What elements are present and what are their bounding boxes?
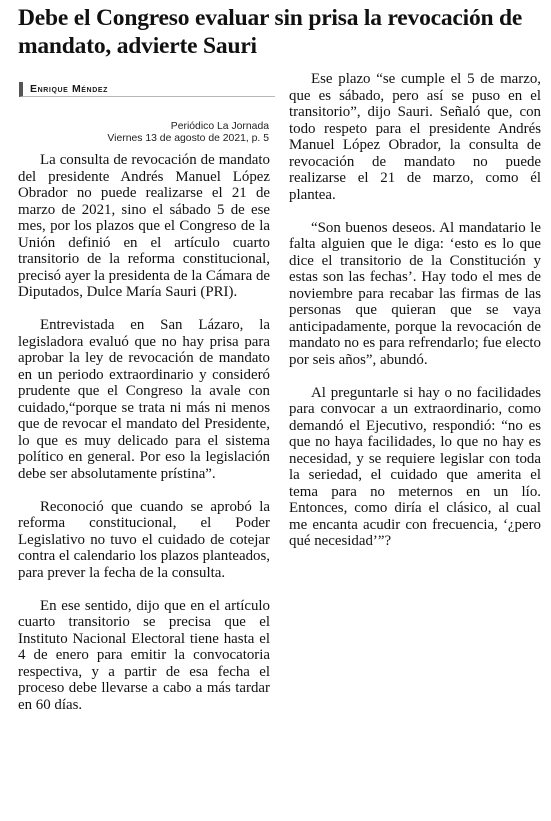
article-paragraph: “Son buenos deseos. Al mandatario le falta alguien que le diga: ‘esto es lo que dice el transitorio de la Constitución y estas son las fechas’. Hay todo el mes de noviembre para recabar las firmas de las personas que quieran que se vaya anticipadamente, porque la revocación de mandato no es para refrendarlo; fue electo por seis años”, abundó. [289, 219, 541, 368]
author-byline: Enrique Méndez [19, 82, 275, 97]
source-info [107, 121, 269, 144]
article-paragraph: La consulta de revocación de mandato del presidente Andrés Manuel López Obrador no puede realizarse el 21 de marzo de 2021, sino el sábado 5 de ese mes, por los plazos que el Congreso de la Unión definió en el artículo cuarto transitorio de la reforma constitucional, precisó ayer la presidenta de la Cámara de Diputados, Dulce María Sauri (PRI). [18, 152, 270, 300]
article-column-left [18, 152, 270, 730]
article-paragraph: Entrevistada en San Lázaro, la legisladora evaluó que no hay prisa para aprobar la ley de revocación de mandato en un periodo extraordinario y consideró prudente que el Congreso la avale con cuidado,“porque se trata ni más ni menos que de revocar el mandato del Presidente, lo que es muy delicado para el sistema político en general. Por eso la legislación debe ser absolutamente prístina”. [18, 317, 270, 482]
publication-name: Periódico La Jornada [170, 121, 269, 132]
article-paragraph: Reconoció que cuando se aprobó la reforma constitucional, el Poder Legislativo no tuvo el cuidado de cotejar contra el calendario los plazos planteados, para prever la fecha de la consulta. [18, 498, 270, 581]
article-paragraph: En ese sentido, dijo que en el artículo cuarto transitorio se precisa que el Instituto Nacional Electoral tiene hasta el 4 de enero para emitir la convocatoria respectiva, y a partir de esa fecha el proceso debe llevarse a cabo a más tardar en 60 días. [18, 597, 270, 713]
article-paragraph: Ese plazo “se cumple el 5 de marzo, que es sábado, pero así se puso en el transitorio”, dijo Sauri. Señaló que, con todo respeto para el presidente Andrés Manuel López Obrador, la consulta de revocación de mandato no puede realizarse el 21 de marzo, como él plantea. [289, 71, 541, 203]
article-paragraph: Al preguntarle si hay o no facilidades para convocar a un extraordinario, como demandó el Ejecutivo, respondió: “no es que no haya facilidades, lo que no hay es necesidad, y se requiere legislar con toda la seriedad, el cuidado que amerita el tema para no meternos en un lío. Entonces, como diría el clásico, al cual me encanta acudir con frecuencia, ‘¿pero qué necesidad’”? [289, 384, 541, 549]
article-column-right [289, 71, 541, 566]
publication-date-page: Viernes 13 de agosto de 2021, p. 5 [107, 132, 269, 144]
article-headline: Debe el Congreso evaluar sin prisa la revocación de mandato, advierte Sauri [18, 5, 523, 59]
